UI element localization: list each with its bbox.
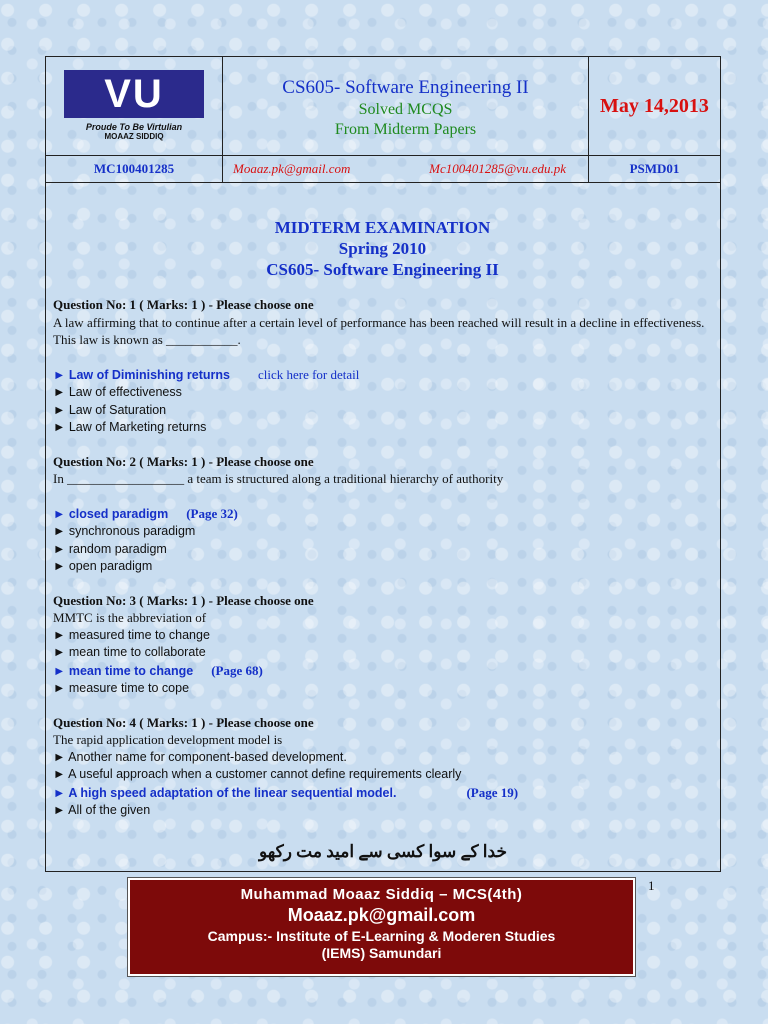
option (53, 662, 712, 681)
option: ► measured time to change (53, 627, 210, 642)
title-cell (223, 57, 589, 155)
email-link-2[interactable]: Mc100401285@vu.edu.pk (429, 161, 566, 176)
option: ► mean time to collaborate (53, 645, 206, 659)
correct-option: ► Law of Diminishing returns (53, 367, 230, 382)
question-text: The rapid application development model is (53, 732, 283, 747)
correct-option: ► closed paradigm (53, 506, 169, 521)
document-date: May 14,2013 (600, 94, 709, 117)
option: ► A useful approach when a customer cannot define requirements clearly (53, 767, 462, 781)
question-header: Question No: 3 ( Marks: 1 ) - Please choose one (53, 592, 314, 608)
question-2 (53, 453, 712, 576)
author-name: Muhammad Moaaz Siddiq – MCS(4th) (240, 886, 523, 903)
exam-term: Spring 2010 (338, 239, 427, 258)
logo-box (64, 70, 204, 118)
exam-heading (53, 217, 712, 280)
exam-course: CS605- Software Engineering II (266, 260, 499, 279)
correct-option: ► A high speed adaptation of the linear sequential model. (53, 785, 397, 800)
campus-location: (IEMS) Samundari (321, 945, 442, 961)
question-text: A law affirming that to continue after a certain level of performance has been reached will result in a decline in effectiveness. This law is known as ___________. (53, 314, 705, 347)
urdu-quote: خدا کے سوا کسی سے امید مت رکھو (259, 842, 507, 861)
question-header: Question No: 4 ( Marks: 1 ) - Please choose one (53, 714, 314, 730)
option (53, 784, 712, 803)
option: ► synchronous paradigm (53, 524, 196, 538)
logo-author: MOAAZ SIDDIQ (104, 132, 164, 141)
page-ref: (Page 68) (211, 662, 263, 678)
page-ref: (Page 19) (466, 784, 519, 800)
question-1 (53, 296, 712, 437)
content (46, 183, 720, 820)
question-3 (53, 592, 712, 698)
logo-text: VU (104, 72, 164, 116)
option (53, 366, 712, 385)
question-4 (53, 714, 712, 820)
option: ► Law of Saturation (53, 402, 167, 417)
option: ► measure time to cope (53, 681, 190, 695)
paper-code: PSMD01 (629, 161, 680, 176)
author-email[interactable]: Moaaz.pk@gmail.com (287, 905, 476, 925)
question-header: Question No: 1 ( Marks: 1 ) - Please choose one (53, 297, 314, 312)
vu-logo (64, 70, 204, 142)
date-cell (589, 57, 720, 155)
option: ► All of the given (53, 803, 151, 817)
option: ► open paradigm (53, 559, 153, 573)
detail-link[interactable]: click here for detail (257, 366, 360, 382)
exam-title: MIDTERM EXAMINATION (274, 218, 491, 237)
campus-name: Campus:- Institute of E-Learning & Moderen Studies (207, 928, 556, 944)
option: ► random paradigm (53, 541, 167, 556)
option: ► Another name for component-based development. (53, 749, 347, 764)
document-frame (45, 56, 721, 872)
question-text: In __________________ a team is structured along a traditional hierarchy of authority (53, 471, 504, 486)
question-header: Question No: 2 ( Marks: 1 ) - Please choose one (53, 453, 314, 469)
option: ► Law of Marketing returns (53, 420, 207, 434)
email-cell (223, 156, 589, 182)
option (53, 505, 712, 524)
option: ► Law of effectiveness (53, 385, 182, 399)
document-subtitle-1: Solved MCQS (358, 101, 453, 118)
info-row (46, 156, 720, 183)
footer-banner (128, 878, 635, 976)
logo-cell (46, 57, 223, 155)
logo-tagline: Proude To Be Virtulian (85, 122, 183, 132)
page-number: 1 (648, 878, 655, 893)
student-id: MC100401285 (46, 156, 223, 182)
question-text: MMTC is the abbreviation of (53, 610, 207, 625)
document-title: CS605- Software Engineering II (282, 77, 529, 98)
page-ref: (Page 32) (186, 505, 238, 521)
email-link-1[interactable]: Moaaz.pk@gmail.com (233, 161, 351, 176)
correct-option: ► mean time to change (53, 663, 194, 678)
document-subtitle-2: From Midterm Papers (334, 121, 477, 138)
header-row (46, 57, 720, 156)
